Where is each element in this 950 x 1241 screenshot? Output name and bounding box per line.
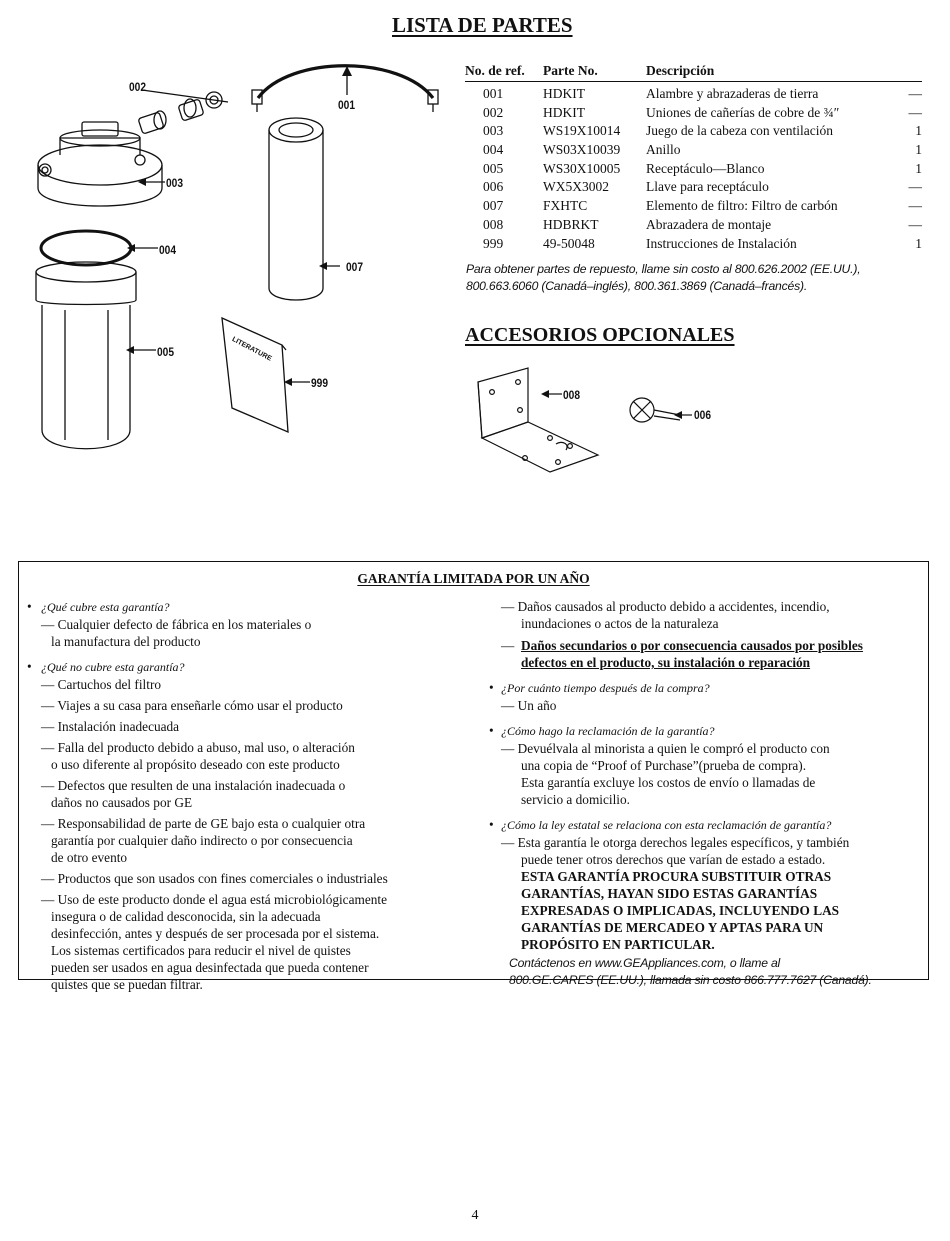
question-claim: ¿Cómo hago la reclamación de la garantía?: [501, 724, 715, 738]
list-item: — Falla del producto debido a abuso, mal uso, o alteración: [41, 740, 355, 755]
list-item: — Viajes a su casa para enseñarle cómo usar el producto: [41, 698, 343, 713]
list-item: Los sistemas certificados para reducir el nivel de quistes: [51, 943, 351, 958]
contact-line: Contáctenos en www.GEAppliances.com, o llame al: [509, 956, 781, 970]
parts-table-header: [465, 63, 922, 82]
list-item: — Uso de este producto donde el agua está microbiológicamente: [41, 892, 387, 907]
replacement-note-line-1: Para obtener partes de repuesto, llame sin costo al 800.626.2002 (EE.UU.),: [466, 262, 861, 276]
warranty-title: GARANTÍA LIMITADA POR UN AÑO: [357, 571, 590, 586]
list-item: puede tener otros derechos que varían de estado a estado.: [521, 852, 826, 867]
list-item: daños no causados por GE: [51, 795, 193, 810]
list-item: — Cualquier defecto de fábrica en los materiales o: [41, 617, 312, 632]
parts-table: [465, 63, 922, 253]
warranty-box: [18, 561, 929, 992]
header-ref: No. de ref.: [465, 63, 525, 78]
list-item: servicio a domicilio.: [521, 792, 630, 807]
list-item: defectos en el producto, su instalación o reparación: [521, 655, 811, 670]
question-duration: ¿Por cuánto tiempo después de la compra?: [501, 681, 710, 695]
filter-head-003: [38, 122, 162, 206]
table-row: 008 HDBRKT Abrazadera de montaje —: [483, 216, 922, 232]
list-item: garantía por cualquier daño indirecto o por consecuencia: [51, 833, 353, 848]
accessories-title: ACCESORIOS OPCIONALES: [465, 324, 735, 346]
list-item: — Un año: [501, 698, 557, 713]
list-item: — Devuélvala al minorista a quien le compró el producto con: [501, 741, 830, 756]
table-row: 006 WX5X3002 Llave para receptáculo —: [483, 179, 922, 195]
callout-005: 005: [157, 345, 175, 359]
literature-label: LITERATURE: [230, 336, 273, 363]
question-state-law: ¿Cómo la ley estatal se relaciona con esta reclamación de garantía?: [501, 818, 832, 832]
disclaimer-line: PROPÓSITO EN PARTICULAR.: [521, 937, 715, 952]
accessories-diagram: [470, 360, 730, 480]
header-part: Parte No.: [543, 63, 598, 78]
warranty-left-column: • ¿Qué cubre esta garantía? — Cualquier defecto de fábrica en los materiales o la manufactura del producto • ¿Qué no cubre esta garantía? — Cartuchos del filtro — Viajes a su casa para enseñarle cómo usar el producto — Instalación inadecuada — Falla del producto debido a abuso, mal uso, o alteración o uso diferente al propósito deseado con este producto — Defectos que resulten de una instalación inadecuada o daños no causados por GE — Responsabilidad de parte de GE bajo esta o cualquier otra garantía por cualquier daño indirecto o por consecuencia de otro evento — Productos que son usados con fines comerciales o industriales — Uso de este producto donde el agua está microbiológicamente insegura o de calidad desconocida, sin la adecuada desinfección, antes y después de ser procesada por el sistema. Los sistemas certificados para reducir el nivel de quistes pueden ser usados en agua desinfectada que pueda contener quistes que se puedan filtrar.: [41, 598, 481, 993]
callout-003: 003: [166, 176, 184, 190]
warranty-right-column: — Daños causados al producto debido a accidentes, incendio, inundaciones o actos de la naturaleza — Daños secundarios o por consecuencia causados por posibles defectos en el producto, su instalación o reparación • ¿Por cuánto tiempo después de la compra? — Un año • ¿Cómo hago la reclamación de la garantía? — Devuélvala al minorista a quien le compró el producto con una copia de “Proof of Purchase”(prueba de compra). Esta garantía excluye los costos de envío o llamadas de servicio a domicilio. • ¿Cómo la ley estatal se relaciona con esta reclamación de garantía? — Esta garantía le otorga derechos legales específicos, y también puede tener otros derechos que varían de estado a estado. ESTA GARANTÍA PROCURA SUBSTITUIR OTRAS GARANTÍAS, HAYAN SIDO ESTAS GARANTÍAS EXPRESADAS O IMPLICADAS, INCLUYENDO LAS GARANTÍAS DE MERCADEO Y APTAS PARA UN PROPÓSITO EN PARTICULAR. Contáctenos en www.GEAppliances.com, o llame al 800.GE.CARES (EE.UU.), llamada sin costo 866.777.7627 (Canadá).: [501, 598, 921, 989]
callout-001: 001: [338, 98, 356, 112]
list-item: — Defectos que resulten de una instalación inadecuada o: [41, 778, 346, 793]
table-row: 003 WS19X10014 Juego de la cabeza con ventilación 1: [483, 123, 922, 139]
table-row: 001 HDKIT Alambre y abrazaderas de tierra —: [483, 86, 922, 101]
o-ring-004: [41, 231, 131, 265]
list-item: insegura o de calidad desconocida, sin la adecuada: [51, 909, 321, 924]
callout-004: 004: [159, 243, 177, 257]
header-desc: Descripción: [646, 63, 715, 78]
list-item: la manufactura del producto: [51, 634, 201, 649]
question-coverage: ¿Qué cubre esta garantía?: [41, 600, 170, 614]
list-item: o uso diferente al propósito deseado con este producto: [51, 757, 340, 772]
list-item: — Cartuchos del filtro: [41, 677, 162, 692]
disclaimer-line: EXPRESADAS O IMPLICADAS, INCLUYENDO LAS: [521, 903, 840, 918]
question-not-covered: ¿Qué no cubre esta garantía?: [41, 660, 185, 674]
disclaimer-line: GARANTÍAS, HAYAN SIDO ESTAS GARANTÍAS: [521, 886, 818, 901]
page-title: LISTA DE PARTES: [392, 13, 573, 37]
table-row: 002 HDKIT Uniones de cañerías de cobre de ¾″ —: [483, 104, 922, 120]
disclaimer-line: GARANTÍAS DE MERCADEO Y APTAS PARA UN: [521, 920, 824, 935]
list-item: quistes que se puedan filtrar.: [51, 977, 203, 992]
callout-006: 006: [694, 408, 712, 422]
literature-999: [222, 318, 288, 432]
list-item: — Instalación inadecuada: [41, 719, 180, 734]
table-row: 007 FXHTC Elemento de filtro: Filtro de carbón —: [483, 198, 922, 214]
list-item: — Productos que son usados con fines comerciales o industriales: [41, 871, 388, 886]
callout-008: 008: [563, 388, 581, 402]
list-item: desinfección, antes y después de ser procesada por el sistema.: [51, 926, 380, 941]
list-item: Esta garantía excluye los costos de envío o llamadas de: [521, 775, 816, 790]
callout-007: 007: [346, 260, 364, 274]
list-item: — Responsabilidad de parte de GE bajo esta o cualquier otra: [41, 816, 366, 831]
callout-002: 002: [129, 80, 147, 94]
cartridge-007: [269, 118, 323, 300]
callout-999: 999: [311, 376, 329, 390]
page-number: 4: [471, 1208, 479, 1223]
list-item: de otro evento: [51, 850, 128, 865]
list-item: — Daños causados al producto debido a accidentes, incendio,: [501, 599, 830, 614]
disclaimer-line: ESTA GARANTÍA PROCURA SUBSTITUIR OTRAS: [521, 869, 832, 884]
sump-005: [36, 262, 136, 449]
table-row: 004 WS03X10039 Anillo 1: [483, 142, 922, 158]
sump-wrench-006: [630, 398, 680, 422]
list-item: — Esta garantía le otorga derechos legales específicos, y también: [501, 835, 850, 850]
parts-diagram: [20, 60, 450, 460]
replacement-note-line-2: 800.663.6060 (Canadá–inglés), 800.361.3869 (Canadá–francés).: [466, 279, 808, 293]
list-item: una copia de “Proof of Purchase”(prueba de compra).: [521, 758, 807, 773]
table-row: 005 WS30X10005 Receptáculo—Blanco 1: [483, 160, 922, 176]
fittings-002: [138, 92, 222, 134]
list-item: inundaciones o actos de la naturaleza: [521, 616, 719, 631]
mounting-bracket-008: [478, 368, 598, 472]
contact-line: 800.GE.CARES (EE.UU.), llamada sin costo 866.777.7627 (Canadá).: [509, 973, 872, 987]
table-row: 999 49-50048 Instrucciones de Instalación 1: [483, 235, 922, 251]
list-item: — Daños secundarios o por consecuencia causados por posibles: [501, 638, 863, 653]
list-item: pueden ser usados en agua desinfectada que pueda contener: [51, 960, 369, 975]
